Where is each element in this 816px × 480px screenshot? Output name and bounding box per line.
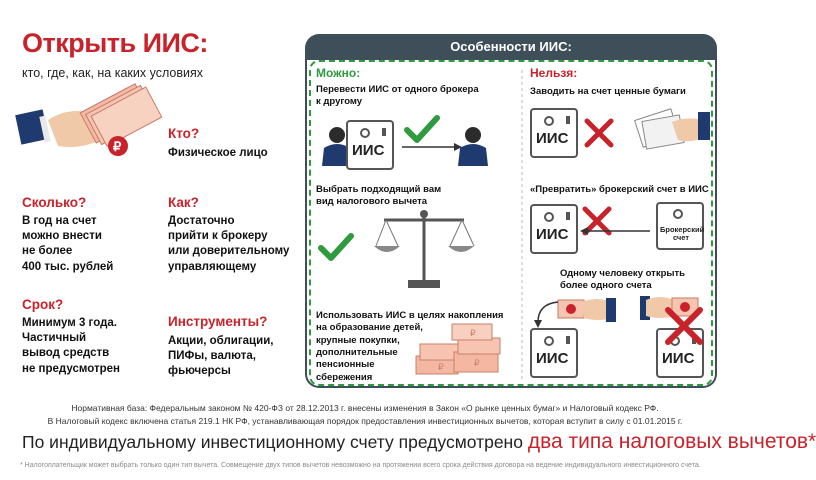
can-label: Можно: [316,66,361,80]
safe-icon: ИИС [346,120,394,170]
deduction-statement-text: По индивидуальному инвестиционному счету предусмотрено [22,432,528,452]
cannot-item-multiple: Одному человеку открыть более одного счета [560,268,685,292]
safe-icon: ИИС [656,328,704,378]
how-question: Как? [168,195,199,210]
page-subtitle: кто, где, как, на каких условиях [22,66,203,80]
how-much-answer: В год на счет можно внести не более 400 тыс. рублей [22,215,114,273]
arrow-icon [580,226,650,236]
svg-text:₽: ₽ [438,362,444,372]
hand-with-cash-icon [18,90,158,165]
tools-answer: Акции, облигации, ПИФы, валюта, фьючерсы [168,335,274,378]
person-icon [456,126,490,166]
safe-icon: ИИС [530,328,578,378]
broker-account-safe-icon: Брокерский счет [656,202,704,250]
legal-line-2: В Налоговый кодекс включена статья 219.1 НК РФ, устанавливающая порядок предоставления инвестиционных вычетов, которая вступит в силу с 01.01.2015 г. [47,415,683,426]
checkmark-icon [318,232,354,262]
cannot-item-convert: «Превратить» брокерский счет в ИИС [530,184,709,195]
hand-with-papers-icon [632,100,710,156]
hand-with-cash-icon [558,292,616,326]
deduction-statement [22,430,816,454]
tools-question: Инструменты? [168,314,268,329]
legal-line-1: Нормативная база: Федеральным законом № 420-ФЗ от 28.12.2013 г. внесены изменения в Закон «О рынке ценных бумаг» и Налоговый кодекс РФ. [71,403,659,413]
scales-icon [372,206,476,292]
who-answer: Физическое лицо [168,147,268,159]
how-much-question: Сколько? [22,195,87,210]
arrow-icon [402,142,462,152]
legal-basis [0,402,730,428]
term-answer: Минимум 3 года. Частичный вывод средств не предусмотрен [22,317,120,375]
arrow-icon [532,300,562,330]
svg-text:₽: ₽ [470,328,476,338]
how-answer: Достаточно прийти к брокеру или доверительному управляющему [168,215,290,273]
money-stack-icon [412,318,504,378]
can-item-accumulate: Использовать ИИС в целях накопления на образование детей, крупные покупки, дополнительные пенсионные сбережения [316,310,504,383]
checkmark-icon [404,114,440,144]
svg-text:₽: ₽ [474,358,480,368]
cross-icon [584,118,614,148]
page-title: Открыть ИИС: [22,28,208,58]
svg-text:₽: ₽ [113,139,122,154]
footnote: * Налогоплательщик может выбрать только один тип вычета. Совмещение двух типов вычетов невозможно на протяжении всего срока действия договора на ведение индивидуального инвестиционного счета. [20,462,701,469]
safe-icon: ИИС [530,204,578,254]
features-panel-title: Особенности ИИС: [305,34,717,60]
who-question: Кто? [168,126,200,141]
term-question: Срок? [22,297,64,312]
cannot-item-securities: Заводить на счет ценные бумаги [530,86,686,97]
column-divider [521,70,523,380]
can-item-transfer: Перевести ИИС от одного брокера к другому [316,84,479,108]
safe-icon: ИИС [530,108,578,158]
can-item-deduction: Выбрать подходящий вам вид налогового вычета [316,184,442,208]
cannot-label: Нельзя: [530,66,578,80]
cross-icon [664,306,704,346]
deduction-statement-highlight: два типа налоговых вычетов* [527,430,816,453]
